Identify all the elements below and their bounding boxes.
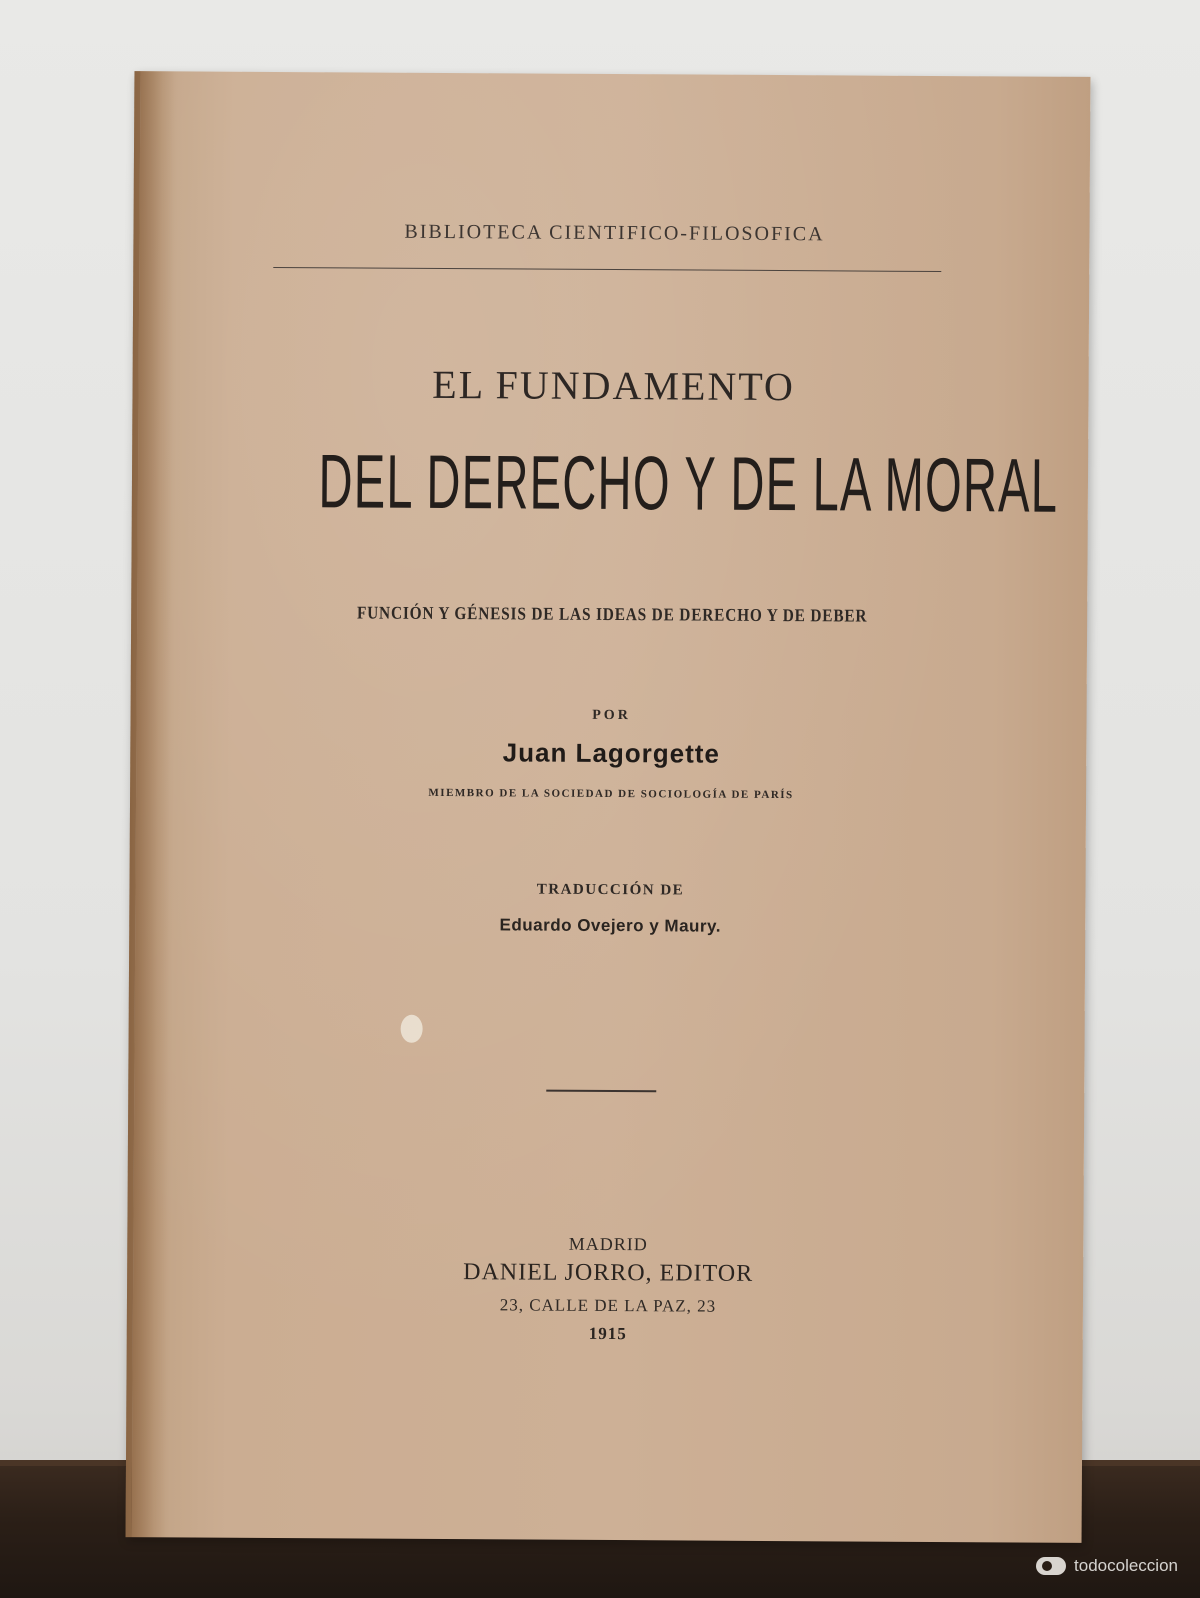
publisher-address: 23, CALLE DE LA PAZ, 23	[499, 1295, 717, 1316]
translation-label: TRADUCCIÓN DE	[536, 881, 685, 899]
author-name: Juan Lagorgette	[502, 737, 721, 769]
title-line-1: EL FUNDAMENTO	[432, 361, 796, 410]
book-cover	[126, 71, 1091, 1543]
publisher-name: DANIEL JORRO, EDITOR	[463, 1259, 754, 1287]
cover-content	[132, 71, 1091, 1543]
publisher-city: MADRID	[568, 1233, 648, 1255]
series-title: BIBLIOTECA CIENTIFICO-FILOSOFICA	[404, 220, 825, 246]
center-rule	[546, 1090, 656, 1093]
publication-year: 1915	[588, 1323, 627, 1344]
subtitle: FUNCIÓN Y GÉNESIS DE LAS IDEAS DE DERECHO Y DE DEBER	[356, 602, 868, 626]
title-line-2: DEL DERECHO Y DE LA MORAL	[318, 439, 1059, 529]
watermark-text: todocoleccion	[1074, 1556, 1178, 1575]
author-affiliation: MIEMBRO DE LA SOCIEDAD DE SOCIOLOGÍA DE PARÍS	[428, 786, 794, 802]
by-label: POR	[592, 707, 631, 724]
series-rule	[273, 267, 941, 272]
watermark-logo-icon	[1036, 1557, 1066, 1575]
watermark	[1036, 1556, 1178, 1576]
translator-name: Eduardo Ovejero y Maury.	[499, 915, 722, 936]
